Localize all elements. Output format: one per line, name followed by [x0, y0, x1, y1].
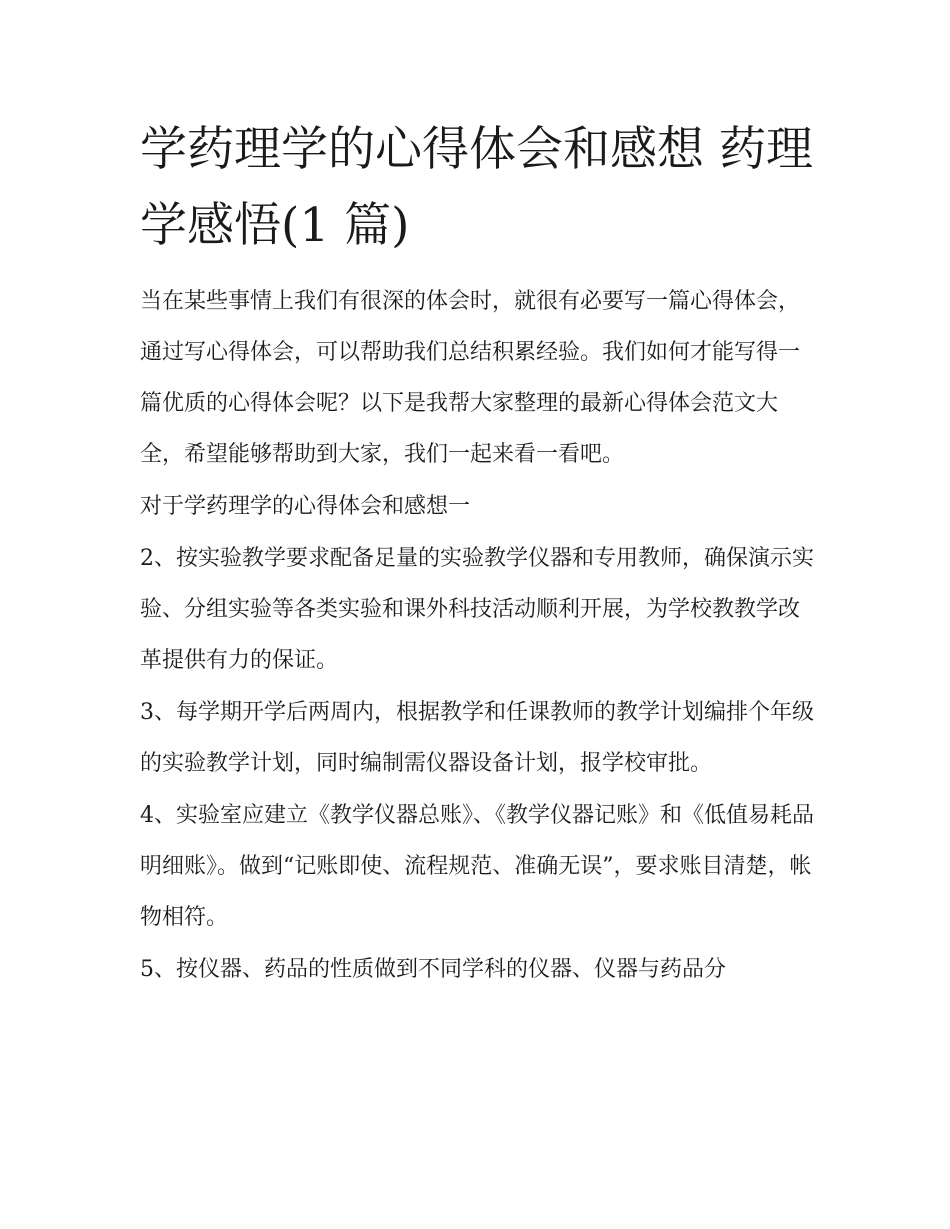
intro-paragraph: 当在某些事情上我们有很深的体会时，就很有必要写一篇心得体会，通过写心得体会，可以帮助我们总结积累经验。我们如何才能写得一篇优质的心得体会呢？以下是我帮大家整理的最新心得体会范文大全，希望能够帮助到大家，我们一起来看一看吧。 [140, 289, 801, 467]
list-item: 5、按仪器、药品的性质做到不同学科的仪器、仪器与药品分 [140, 957, 726, 982]
section-heading: 对于学药理学的心得体会和感想一 [140, 494, 471, 519]
list-item: 3、每学期开学后两周内，根据教学和任课教师的教学计划编排个年级的实验教学计划，同时编制需仪器设备计划，报学校审批。 [140, 700, 814, 776]
document-title: 学药理学的心得体会和感想 药理学感悟(1 篇) [140, 122, 813, 253]
list-item: 2、按实验教学要求配备足量的实验教学仪器和专用教师，确保演示实验、分组实验等各类实验和课外科技活动顺利开展，为学校教教学改革提供有力的保证。 [140, 546, 814, 673]
document-content [140, 112, 820, 995]
list-item: 4、实验室应建立《教学仪器总账》、《教学仪器记账》和《低值易耗品明细账》。做到“记账即使、流程规范、准确无误”，要求账目清楚，帐物相符。 [140, 803, 814, 930]
